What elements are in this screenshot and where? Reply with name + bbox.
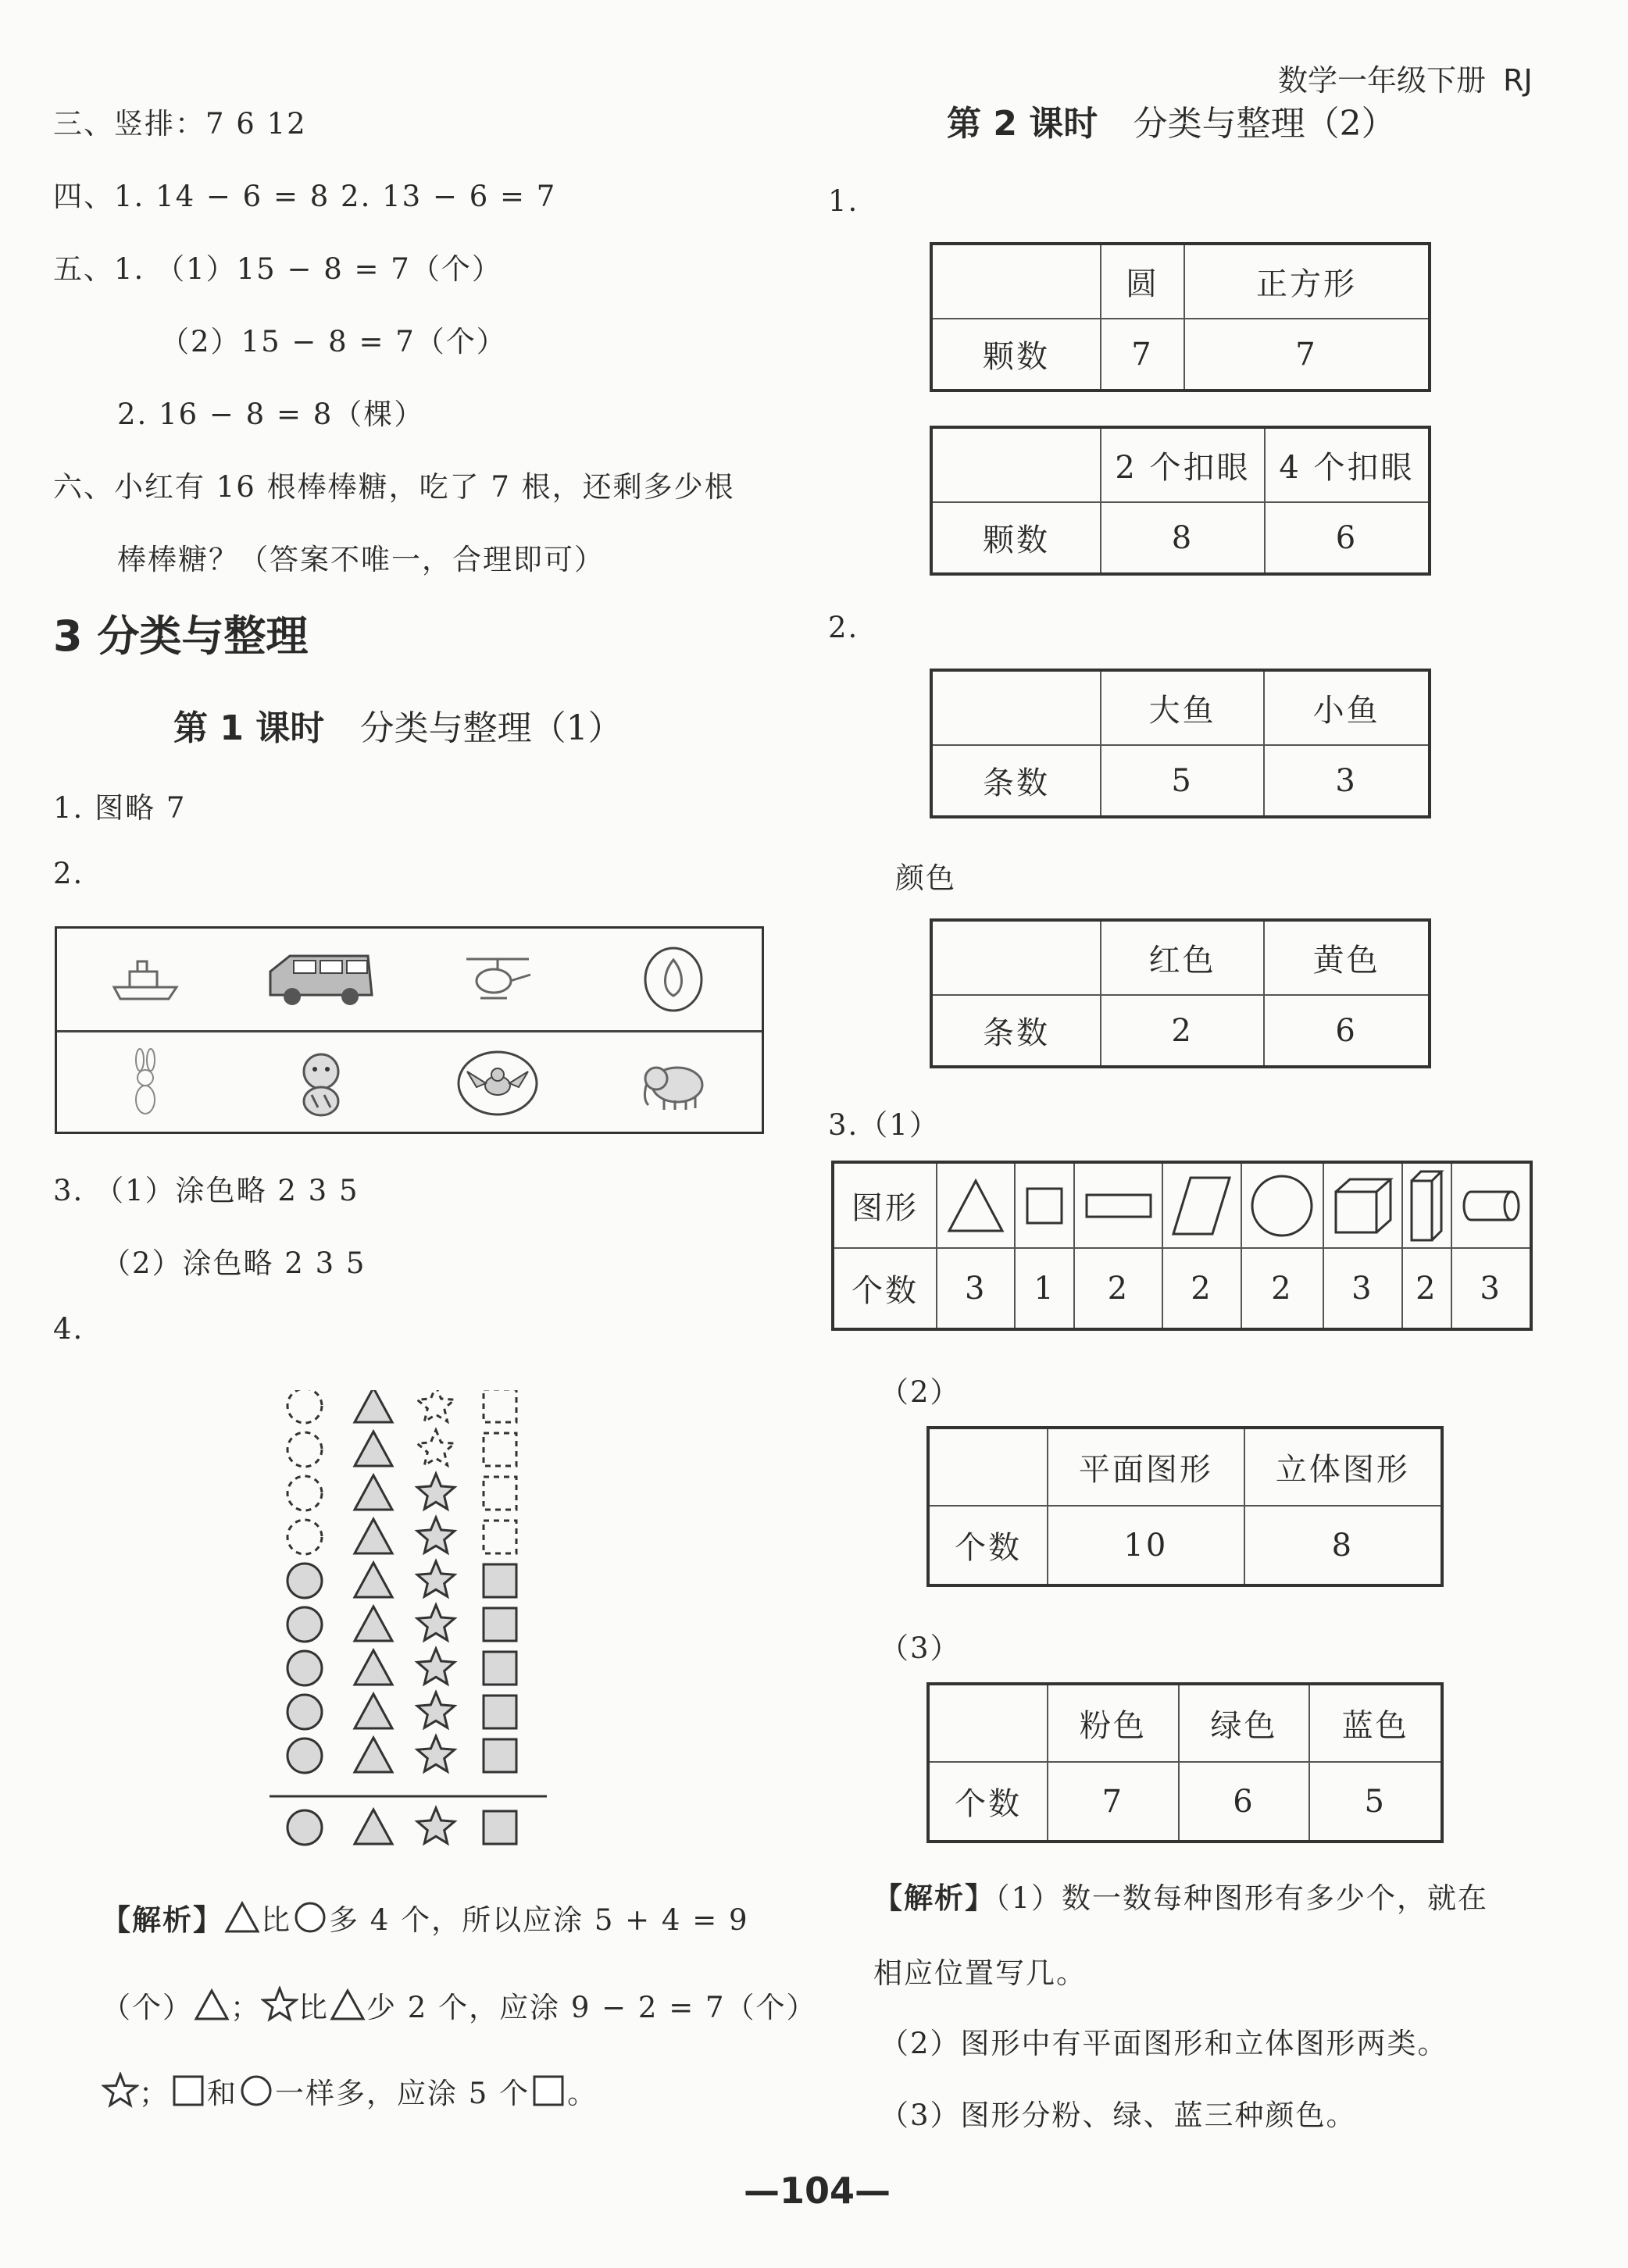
- chart-triangle-icon: [355, 1563, 392, 1597]
- chart-square-icon: [484, 1477, 516, 1510]
- table-cell: 8: [1244, 1506, 1442, 1585]
- table-cell: 2: [1101, 995, 1264, 1067]
- color-label: 颜色: [895, 861, 956, 895]
- table-plane-solid: [926, 1426, 1444, 1587]
- table-cell: 7: [1101, 319, 1184, 390]
- shape-cuboid: [1402, 1162, 1452, 1248]
- chart-square-icon: [484, 1390, 516, 1422]
- table-row-label: 个数: [833, 1248, 937, 1329]
- triangle-icon: [193, 1988, 230, 2022]
- table-cell: [931, 670, 1101, 745]
- chart-circle-icon: [287, 1695, 322, 1729]
- lesson-1-subtitle: 分类与整理（1）: [359, 708, 623, 748]
- analysis-text-3: （个）: [102, 1991, 193, 2024]
- table-cell: 10: [1048, 1506, 1244, 1585]
- table-cell: 7: [1184, 319, 1430, 390]
- table-cell: 6: [1179, 1762, 1310, 1842]
- answer-line-liu-b: 棒棒糖？（答案不唯一，合理即可）: [117, 543, 605, 576]
- table-header: 蓝色: [1309, 1684, 1442, 1762]
- tiger-picture: [234, 1032, 410, 1134]
- chart-star-icon: [417, 1474, 455, 1509]
- lesson-1-heading: [173, 700, 623, 750]
- table-header: 立体图形: [1244, 1428, 1442, 1506]
- lesson-1-q2-label: 2.: [53, 857, 84, 890]
- table-cell: 6: [1264, 995, 1430, 1067]
- answer-line-san: 三、竖排：7 6 12: [53, 107, 307, 141]
- table-row-label: 条数: [931, 995, 1101, 1067]
- table-header: 粉色: [1048, 1684, 1179, 1762]
- table-header: 4 个扣眼: [1265, 427, 1430, 502]
- lesson-2-q3-label: 3.（1）: [828, 1108, 940, 1142]
- table-cell: 5: [1309, 1762, 1442, 1842]
- shape-square: [1015, 1162, 1074, 1248]
- table-shape-counts: [831, 1161, 1533, 1331]
- edition-label: RJ: [1503, 63, 1533, 98]
- right-analysis-line-3: （2）图形中有平面图形和立体图形两类。: [880, 2027, 1448, 2060]
- table-header: 绿色: [1179, 1684, 1310, 1762]
- count-cube: 3: [1323, 1248, 1401, 1329]
- left-analysis-line-3: [102, 2070, 598, 2112]
- analysis-label: 【解析】: [102, 1903, 223, 1937]
- analysis-text-2: 多 4 个，所以应涂 5 + 4 = 9: [329, 1903, 749, 1937]
- shape-parallelogram: [1162, 1162, 1241, 1248]
- chart-triangle-icon: [355, 1694, 392, 1728]
- analysis-text: （1）数一数每种图形有多少个，就在: [995, 1881, 1489, 1915]
- chart-star-icon: [417, 1808, 455, 1843]
- circle-icon: [237, 2074, 275, 2108]
- answer-line-liu-a: 六、小红有 16 根棒棒糖，吃了 7 根，还剩多少根: [53, 470, 735, 504]
- table-row-label: 颗数: [931, 502, 1101, 574]
- count-rectangle: 2: [1074, 1248, 1162, 1329]
- shape-count-chart: [266, 1390, 555, 1859]
- chart-triangle-icon: [355, 1475, 392, 1510]
- chart-star-icon: [417, 1649, 455, 1684]
- chart-triangle-icon: [355, 1432, 392, 1466]
- count-square: 1: [1015, 1248, 1074, 1329]
- triangle-icon: [329, 1988, 366, 2022]
- table-shape-colors: [926, 1682, 1444, 1843]
- lesson-2-q2-label: 2.: [828, 611, 859, 644]
- table-button-holes: [930, 426, 1431, 576]
- star-icon: [102, 2072, 139, 2108]
- answer-line-si: 四、1. 14 − 6 = 8 2. 13 − 6 = 7: [53, 180, 557, 213]
- chart-star-icon: [417, 1430, 455, 1465]
- table-row-label: 个数: [928, 1506, 1048, 1585]
- table-cell: [928, 1684, 1048, 1762]
- chart-circle-icon: [287, 1564, 322, 1598]
- table-cell: [928, 1428, 1048, 1506]
- chart-star-icon: [417, 1692, 455, 1728]
- analysis-text-10: 。: [567, 2077, 598, 2110]
- table-header: 2 个扣眼: [1101, 427, 1265, 502]
- table-cell: 3: [1264, 745, 1430, 817]
- table-cell: [931, 920, 1101, 995]
- chart-circle-icon: [287, 1651, 322, 1685]
- picture-row-vehicles: [57, 929, 762, 1030]
- picture-row-animals: [57, 1030, 762, 1134]
- analysis-text-4: ；: [230, 1991, 261, 2024]
- bird-picture: [409, 1032, 586, 1134]
- right-analysis-line-1: [873, 1874, 1488, 1917]
- count-circle: 2: [1241, 1248, 1323, 1329]
- lesson-2-q3-3-label: （3）: [880, 1631, 961, 1665]
- table-header-square: 正方形: [1184, 244, 1430, 319]
- lesson-2-q3-2-label: （2）: [880, 1375, 961, 1409]
- chart-square-icon: [484, 1696, 516, 1728]
- shape-circle: [1241, 1162, 1323, 1248]
- elephant-picture: [586, 1032, 762, 1134]
- helicopter-picture: [409, 929, 586, 1030]
- table-cell: 5: [1101, 745, 1264, 817]
- analysis-text-8: 和: [207, 2077, 237, 2110]
- table-header: 红色: [1101, 920, 1264, 995]
- table-fish-color: [930, 918, 1431, 1068]
- chart-circle-icon: [287, 1738, 322, 1773]
- chart-triangle-icon: [355, 1519, 392, 1553]
- lesson-2-subtitle: 分类与整理（2）: [1133, 104, 1396, 144]
- lesson-2-heading: [947, 95, 1396, 145]
- table-header: 黄色: [1264, 920, 1430, 995]
- analysis-text-1: 比: [261, 1903, 291, 1937]
- chart-square-icon: [484, 1652, 516, 1685]
- shape-rectangle: [1074, 1162, 1162, 1248]
- shape-triangle: [937, 1162, 1015, 1248]
- chart-triangle-icon: [355, 1738, 392, 1772]
- chart-triangle-icon: [355, 1650, 392, 1685]
- chart-square-icon: [484, 1739, 516, 1772]
- left-analysis-line-1: [102, 1896, 749, 1938]
- chart-circle-icon: [287, 1476, 322, 1510]
- chart-star-icon: [417, 1561, 455, 1596]
- count-cylinder: 3: [1451, 1248, 1531, 1329]
- chart-triangle-icon: [355, 1390, 392, 1422]
- chart-square-icon: [484, 1521, 516, 1553]
- right-analysis-line-2: 相应位置写几。: [873, 1956, 1087, 1990]
- chart-square-icon: [484, 1608, 516, 1641]
- analysis-text-5: 比: [298, 1991, 329, 2024]
- table-fish-size: [930, 669, 1431, 818]
- lesson-1-q3-2: （2）涂色略 2 3 5: [102, 1246, 366, 1280]
- square-icon: [170, 2074, 207, 2108]
- chart-circle-icon: [287, 1432, 322, 1467]
- chart-circle-icon: [287, 1607, 322, 1642]
- right-analysis-line-4: （3）图形分粉、绿、蓝三种颜色。: [880, 2099, 1357, 2132]
- analysis-text-6: 少 2 个，应涂 9 − 2 = 7（个）: [366, 1991, 817, 2024]
- left-analysis-line-2: [102, 1984, 817, 2026]
- answer-line-wu-1: 五、1. （1）15 − 8 = 7（个）: [53, 252, 502, 286]
- analysis-text-9: 一样多，应涂 5 个: [275, 2077, 530, 2110]
- picture-sort-table: [55, 926, 764, 1134]
- chart-square-icon: [484, 1433, 516, 1466]
- chart-triangle-icon: [355, 1606, 392, 1641]
- table-header: 大鱼: [1101, 670, 1264, 745]
- answer-line-wu-1b: （2）15 − 8 = 7（个）: [160, 325, 507, 358]
- table-row-label: 个数: [928, 1762, 1048, 1842]
- book-title: 数学一年级下册: [1278, 63, 1487, 98]
- lesson-2-title: 第 2 课时: [947, 104, 1098, 144]
- table-bead-shapes: [930, 242, 1431, 392]
- lesson-1-q3-1: 3. （1）涂色略 2 3 5: [53, 1174, 359, 1207]
- answer-line-wu-2: 2. 16 − 8 = 8（棵）: [117, 398, 425, 431]
- circle-icon: [291, 1900, 329, 1935]
- chart-triangle-icon: [355, 1810, 392, 1844]
- star-icon: [261, 1986, 298, 2022]
- table-cell: [931, 244, 1101, 319]
- chart-star-icon: [417, 1517, 455, 1553]
- ship-picture: [57, 929, 234, 1030]
- analysis-text-7: ；: [139, 2077, 170, 2110]
- table-cell: 6: [1265, 502, 1430, 574]
- chart-star-icon: [417, 1736, 455, 1771]
- chart-square-icon: [484, 1564, 516, 1597]
- shape-cylinder: [1451, 1162, 1531, 1248]
- table-row-label: 颗数: [931, 319, 1101, 390]
- pear-picture: [586, 929, 762, 1030]
- shape-cube: [1323, 1162, 1401, 1248]
- chart-square-icon: [484, 1811, 516, 1844]
- table-header: 平面图形: [1048, 1428, 1244, 1506]
- table-header-circle: 圆: [1101, 244, 1184, 319]
- count-parallelogram: 2: [1162, 1248, 1241, 1329]
- page-header: [1278, 56, 1533, 99]
- chart-circle-icon: [287, 1810, 322, 1845]
- analysis-label: 【解析】: [873, 1881, 995, 1915]
- van-picture: [234, 929, 410, 1030]
- count-cuboid: 2: [1402, 1248, 1452, 1329]
- chart-circle-icon: [287, 1520, 322, 1554]
- triangle-icon: [223, 1900, 261, 1935]
- table-row-label: 图形: [833, 1162, 937, 1248]
- lesson-2-q1-label: 1.: [828, 184, 859, 218]
- rabbit-picture: [57, 1032, 234, 1134]
- chart-circle-icon: [287, 1390, 322, 1423]
- lesson-1-title: 第 1 课时: [173, 708, 325, 748]
- table-row-label: 条数: [931, 745, 1101, 817]
- chart-star-icon: [417, 1605, 455, 1640]
- chapter-title: 3 分类与整理: [53, 612, 309, 661]
- page-number: —104—: [744, 2170, 891, 2212]
- square-icon: [530, 2074, 567, 2108]
- table-cell: 7: [1048, 1762, 1179, 1842]
- chart-star-icon: [417, 1390, 455, 1421]
- table-cell: 8: [1101, 502, 1265, 574]
- lesson-1-q1: 1. 图略 7: [53, 791, 187, 825]
- table-cell: [931, 427, 1101, 502]
- count-triangle: 3: [937, 1248, 1015, 1329]
- lesson-1-q4-label: 4.: [53, 1312, 84, 1346]
- table-header: 小鱼: [1264, 670, 1430, 745]
